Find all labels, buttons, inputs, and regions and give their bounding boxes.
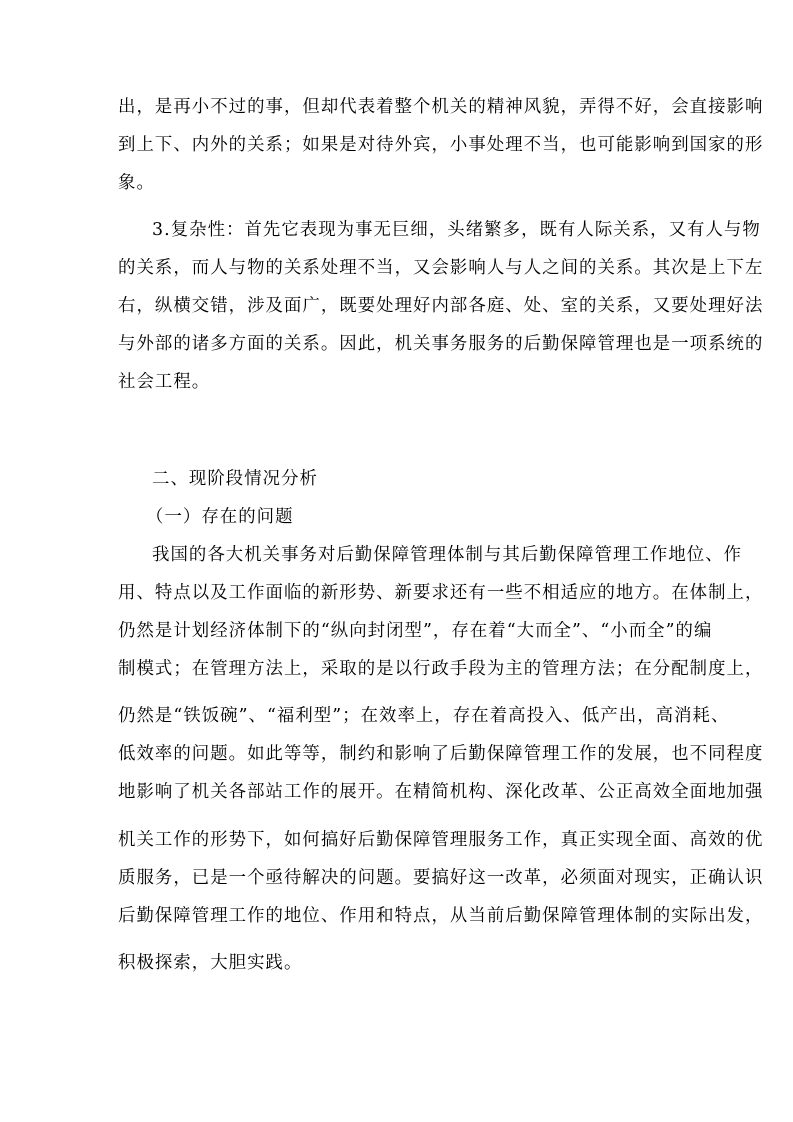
paragraph-line: 后勤保障管理工作的地位、作用和特点，从当前后勤保障管理体制的实际出发， — [118, 906, 764, 926]
paragraph-line: 低效率的问题。如此等等，制约和影响了后勤保障管理工作的发展，也不同程度 — [118, 744, 764, 764]
paragraph-line: 象。 — [118, 173, 155, 193]
paragraph-line: 出，是再小不过的事，但却代表着整个机关的精神风貌，弄得不好，会直接影响 — [118, 97, 764, 117]
paragraph-line: 制模式；在管理方法上，采取的是以行政手段为主的管理方法；在分配制度上， — [118, 659, 764, 679]
paragraph-line: 的关系，而人与物的关系处理不当，又会影响人与人之间的关系。其次是上下左 — [118, 258, 764, 278]
paragraph-line-indented: 3.复杂性：首先它表现为事无巨细，头绪繁多，既有人际关系，又有人与物 — [152, 220, 761, 240]
paragraph-line: 地影响了机关各部站工作的展开。在精简机构、深化改革、公正高效全面地加强 — [118, 782, 764, 802]
paragraph-line: 仍然是计划经济体制下的“纵向封闭型”，存在着“大而全”、“小而全”的编 — [118, 621, 713, 641]
paragraph-line: 社会工程。 — [118, 372, 211, 392]
section-heading: 二、现阶段情况分析 — [152, 469, 318, 489]
paragraph-line: 仍然是“铁饭碗”、“福利型”；在效率上，存在着高投入、低产出，高消耗、 — [118, 706, 730, 726]
paragraph-line: 右，纵横交错，涉及面广，既要处理好内部各庭、处、室的关系，又要处理好法 — [118, 296, 764, 316]
paragraph-line: 用、特点以及工作面临的新形势、新要求还有一些不相适应的地方。在体制上， — [118, 583, 764, 603]
paragraph-line: 质服务，已是一个亟待解决的问题。要搞好这一改革，必须面对现实，正确认识 — [118, 868, 764, 888]
paragraph-line-indented: 我国的各大机关事务对后勤保障管理体制与其后勤保障管理工作地位、作 — [152, 545, 743, 565]
paragraph-line: 与外部的诸多方面的关系。因此，机关事务服务的后勤保障管理也是一项系统的 — [118, 334, 764, 354]
subsection-heading: （一）存在的问题 — [146, 507, 294, 527]
paragraph-line: 到上下、内外的关系；如果是对待外宾，小事处理不当，也可能影响到国家的形 — [118, 135, 764, 155]
paragraph-line: 机关工作的形势下，如何搞好后勤保障管理服务工作，真正实现全面、高效的优 — [118, 830, 764, 850]
paragraph-line: 积极探索，大胆实践。 — [118, 953, 303, 973]
